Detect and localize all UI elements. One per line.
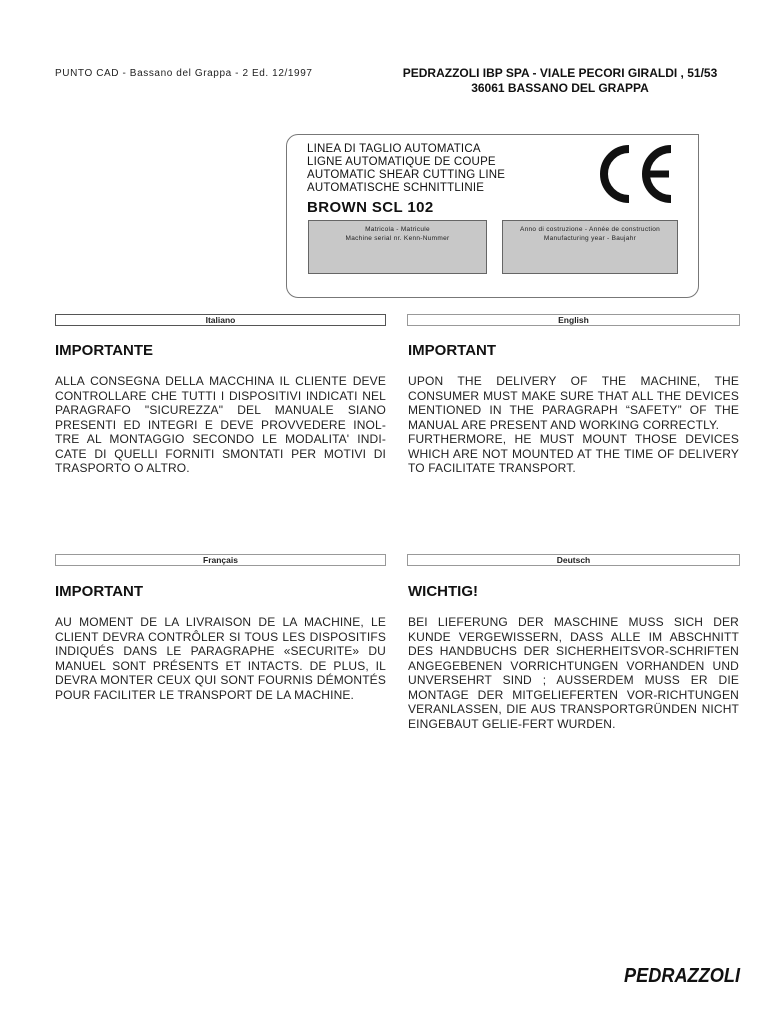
section-title-german: WICHTIG! bbox=[408, 583, 478, 600]
company-address bbox=[360, 66, 760, 96]
machine-model: BROWN SCL 102 bbox=[307, 199, 434, 216]
plate-line-english: AUTOMATIC SHEAR CUTTING LINE bbox=[307, 169, 506, 181]
company-address-line-2: 36061 BASSANO DEL GRAPPA bbox=[471, 81, 649, 95]
section-body-french bbox=[55, 615, 386, 702]
company-address-line-1: PEDRAZZOLI IBP SPA - VIALE PECORI GIRALDI , 51/53 bbox=[402, 66, 718, 80]
pedrazzoli-logo-icon bbox=[622, 960, 742, 988]
serial-number-label-2: Machine serial nr. Kenn-Nummer bbox=[345, 235, 450, 242]
section-title-french: IMPORTANT bbox=[55, 583, 144, 600]
section-title-italian: IMPORTANTE bbox=[55, 342, 154, 359]
ce-mark-icon bbox=[594, 137, 676, 211]
machine-identification-plate bbox=[286, 134, 699, 298]
section-paragraph-italian: ALLA CONSEGNA DELLA MACCHINA IL CLIENTE DEVE CONTROLLARE CHE TUTTI I DISPOSITIVI INDICATI NEL PARAGRAFO "SICUREZZA" DEL MANUALE SIANO PRESENTI ED INTEGRI E DEVE PROVVEDERE INOL-TRE AL MONTAGGIO SECONDO LE MODALITA' INDI-CATE DI QUELLI FORNITI SMONTATI PER MOTIVI DI TRASPORTO O ALTRO. bbox=[55, 374, 386, 475]
section-body-italian bbox=[55, 374, 386, 476]
language-bar-italian: Italiano bbox=[55, 314, 386, 326]
manufacturing-year-box bbox=[502, 220, 678, 274]
manufacturing-year-label-1: Anno di costruzione - Année de construction bbox=[519, 226, 661, 233]
language-bar-english: English bbox=[407, 314, 740, 326]
plate-line-french: LIGNE AUTOMATIQUE DE COUPE bbox=[307, 156, 496, 168]
section-paragraph-english-2: FURTHERMORE, HE MUST MOUNT THOSE DEVICES WHICH ARE NOT MOUNTED AT THE TIME OF DELIVERY TO FACILITATE TRANSPORT. bbox=[408, 432, 739, 475]
section-title-english: IMPORTANT bbox=[408, 342, 497, 359]
language-bar-german: Deutsch bbox=[407, 554, 740, 566]
document-edition-note: PUNTO CAD - Bassano del Grappa - 2 Ed. 12/1997 bbox=[55, 68, 313, 79]
logo-wordmark: PEDRAZZOLI bbox=[624, 965, 741, 987]
serial-number-box bbox=[308, 220, 487, 274]
manufacturing-year-label-2: Manufacturing year - Baujahr bbox=[543, 235, 637, 242]
section-paragraph-french: AU MOMENT DE LA LIVRAISON DE LA MACHINE, LE CLIENT DEVRA CONTRÔLER SI TOUS LES DISPOSITIFS INDIQUÉS DANS LE PARAGRAPHE «SECURITE» DU MANUEL SONT PRÉSENTS ET INTACTS. DE PLUS, IL DEVRA MONTER CEUX QUI SONT FOURNIS DÉMONTÉS POUR FACILITER LE TRANSPORT DE LA MACHINE. bbox=[55, 615, 386, 702]
section-body-german bbox=[408, 615, 739, 731]
section-paragraph-english-1: UPON THE DELIVERY OF THE MACHINE, THE CONSUMER MUST MAKE SURE THAT ALL THE DEVICES MENTIONED IN THE PARAGRAPH “SAFETY” OF THE MANUAL ARE PRESENT AND WORKING CORRECTLY. bbox=[408, 374, 739, 432]
plate-line-italian: LINEA DI TAGLIO AUTOMATICA bbox=[307, 143, 481, 155]
language-bar-french: Français bbox=[55, 554, 386, 566]
plate-line-german: AUTOMATISCHE SCHNITTLINIE bbox=[307, 182, 485, 194]
serial-number-label-1: Matricola - Matricule bbox=[365, 226, 430, 233]
section-paragraph-german: BEI LIEFERUNG DER MASCHINE MUSS SICH DER KUNDE VERGEWISSERN, DASS ALLE IM ABSCHNITT DES HANDBUCHS DER SICHERHEITSVOR-SCHRIFTEN ANGEGEBENEN VORRICHTUNGEN VORHANDEN UND UNVERSEHRT SIND ; AUSSERDEM MUSS ER DIE MONTAGE DER MITGELIEFERTEN VOR-RICHTUNGEN VERANLASSEN, DIE AUS TRANSPORTGRÜNDEN NICHT EINGEBAUT GELIE-FERT WURDEN. bbox=[408, 615, 739, 731]
section-body-english bbox=[408, 374, 739, 476]
